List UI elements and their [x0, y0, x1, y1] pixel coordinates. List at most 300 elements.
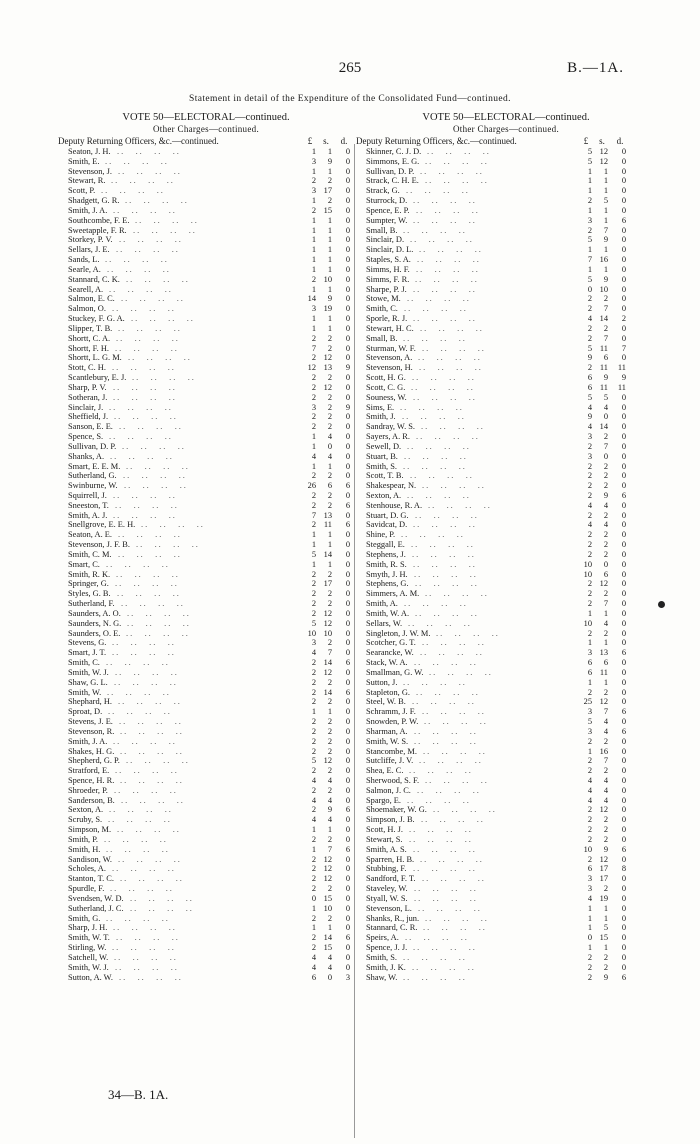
amount-pence: 0	[621, 481, 626, 491]
amount-pence: 0	[621, 186, 626, 196]
entry-name: Styles, G. B.	[68, 589, 111, 599]
entry-row	[356, 766, 656, 776]
leader-dots: .. .. .. ..	[415, 579, 479, 589]
entry-row	[58, 570, 354, 580]
entry-name: Smyth, J. H.	[366, 569, 408, 579]
entry-row	[356, 285, 656, 295]
entry-row	[58, 904, 354, 914]
amount-pence: 0	[345, 795, 350, 805]
amount-pence: 0	[345, 255, 350, 265]
amount-pence: 0	[345, 834, 350, 844]
amount-pence: 0	[621, 245, 626, 255]
entry-name: Smallman, G. W.	[366, 667, 424, 677]
entry-name: Stevenson, J. F. B.	[68, 540, 130, 550]
amount-pence: 0	[621, 353, 626, 363]
amount-shillings: 2	[603, 736, 608, 746]
leader-dots: .. .. .. ..	[400, 402, 464, 412]
amount-pounds: 4	[587, 776, 592, 785]
amount-pounds: 2	[587, 766, 592, 776]
amount-shillings: 2	[327, 569, 332, 579]
amount-pounds: 2	[311, 746, 316, 756]
leader-dots: .. .. .. ..	[412, 549, 476, 559]
entry-name: Smith, W. J.	[68, 667, 109, 677]
amount-pounds: 10	[583, 844, 592, 854]
entry-row	[58, 963, 354, 973]
entry-row	[58, 167, 354, 177]
amount-shillings: 15	[599, 933, 608, 943]
leader-dots: .. .. .. ..	[104, 834, 168, 844]
entry-row	[58, 393, 354, 403]
amount-pence: 0	[345, 589, 350, 599]
leader-dots: .. .. .. ..	[114, 412, 178, 422]
entry-row	[58, 855, 354, 865]
entry-name: Smith, S.	[366, 461, 397, 471]
amount-pounds: 6	[587, 373, 592, 383]
entry-list-right	[356, 147, 656, 982]
entry-name: Sanderson, B.	[68, 795, 115, 805]
entry-row	[356, 874, 656, 884]
amount-pounds: 2	[587, 333, 592, 343]
amount-pence: 0	[345, 756, 350, 766]
amount-pounds: 2	[587, 481, 592, 491]
entry-row	[356, 452, 656, 462]
amount-pounds: 1	[311, 323, 316, 333]
amount-shillings: 14	[599, 314, 608, 324]
amount-shillings: 19	[323, 304, 332, 314]
entry-name: Sandray, W. S.	[366, 422, 416, 432]
entry-name: Sutton, A. W.	[68, 972, 113, 982]
leader-dots: .. .. .. ..	[407, 490, 471, 500]
amount-pounds: 2	[587, 549, 592, 559]
entry-row	[58, 648, 354, 658]
amount-shillings: 5	[603, 196, 608, 206]
amount-shillings: 13	[599, 648, 608, 658]
amount-shillings: 1	[327, 235, 332, 245]
amount-pounds: 1	[587, 923, 592, 933]
amount-pounds: 1	[311, 166, 316, 176]
entry-row	[356, 324, 656, 334]
leader-dots: .. .. .. ..	[111, 176, 175, 186]
entry-name: Stephens, J.	[366, 549, 406, 559]
entry-name: Smith, J. K.	[366, 962, 406, 972]
entry-row	[356, 717, 656, 727]
leader-dots: .. .. .. ..	[113, 392, 177, 402]
entry-name: Sutherland, F.	[68, 599, 115, 609]
leader-dots: .. .. .. ..	[412, 962, 476, 972]
entry-row	[356, 226, 656, 236]
leader-dots: .. .. .. ..	[105, 156, 169, 166]
entry-name: Sutherland, J. C.	[68, 903, 124, 913]
amount-shillings: 16	[599, 746, 608, 756]
amount-pence: 0	[621, 677, 626, 687]
entry-row	[356, 304, 656, 314]
amount-pence: 0	[621, 717, 626, 727]
amount-pounds: 1	[587, 608, 592, 618]
amount-pounds: 3	[587, 432, 592, 442]
leader-dots: .. .. .. ..	[112, 304, 176, 314]
entry-row	[58, 344, 354, 354]
entry-row	[356, 973, 656, 983]
amount-shillings: 9	[603, 844, 608, 854]
leader-dots: .. .. .. ..	[433, 805, 497, 815]
leader-dots: .. .. .. ..	[413, 392, 477, 402]
amount-pounds: 12	[307, 363, 316, 373]
amount-pence: 0	[621, 874, 626, 884]
leader-dots: .. .. .. ..	[112, 363, 176, 373]
amount-pounds: 2	[587, 687, 592, 697]
amount-shillings: 7	[603, 304, 608, 314]
entry-row	[58, 884, 354, 894]
amount-shillings: 1	[327, 559, 332, 569]
entry-row	[356, 481, 656, 491]
entry-row	[356, 855, 656, 865]
amount-shillings: 6	[603, 658, 608, 668]
amount-shillings: 2	[327, 717, 332, 727]
leader-dots: .. .. .. ..	[114, 785, 178, 795]
entry-row	[58, 943, 354, 953]
amount-shillings: 2	[603, 815, 608, 825]
amount-pounds: 5	[587, 392, 592, 402]
amount-pounds: 2	[311, 805, 316, 815]
leader-dots: .. .. .. ..	[413, 314, 477, 324]
amount-shillings: 1	[603, 186, 608, 196]
entry-row	[356, 864, 656, 874]
amount-pounds: 10	[583, 559, 592, 569]
entry-row	[58, 697, 354, 707]
amount-shillings: 13	[323, 510, 332, 520]
entry-name: Shine, P.	[366, 530, 396, 540]
amount-shillings: 2	[603, 540, 608, 550]
entry-row	[58, 491, 354, 501]
entry-row	[356, 186, 656, 196]
amount-pounds: 2	[311, 520, 316, 530]
entry-name: Scholes, A.	[68, 864, 106, 874]
entry-row	[356, 176, 656, 186]
amount-pence: 0	[345, 648, 350, 658]
amount-pounds: 2	[587, 962, 592, 972]
amount-shillings: 12	[323, 667, 332, 677]
amount-shillings: 12	[599, 156, 608, 166]
amount-pounds: 2	[587, 540, 592, 550]
vote-heading-left: VOTE 50—ELECTORAL—continued.	[122, 112, 290, 123]
entry-name: Sweetapple, F. R.	[68, 225, 127, 235]
amount-pounds: 4	[311, 451, 316, 461]
entry-row	[356, 540, 656, 550]
entry-row	[58, 520, 354, 530]
leader-dots: .. .. .. ..	[425, 156, 489, 166]
amount-shillings: 1	[603, 903, 608, 913]
entry-name: Stewart, S.	[366, 834, 403, 844]
amount-pence: 0	[345, 815, 350, 825]
amount-pounds: 2	[311, 874, 316, 884]
leader-dots: .. .. .. ..	[113, 382, 177, 392]
entry-row	[58, 717, 354, 727]
entry-row	[356, 727, 656, 737]
amount-pounds: 2	[311, 736, 316, 746]
leader-dots: .. .. .. ..	[132, 373, 196, 383]
amount-pence: 0	[621, 402, 626, 412]
amount-pence: 0	[345, 156, 350, 166]
pence-header: d.	[340, 136, 348, 146]
entry-row	[356, 442, 656, 452]
entry-row	[58, 265, 354, 275]
amount-pounds: 10	[583, 569, 592, 579]
entry-row	[58, 560, 354, 570]
amount-pounds: 2	[311, 274, 316, 284]
entry-row	[356, 393, 656, 403]
leader-dots: .. .. .. ..	[114, 677, 178, 687]
entry-name: Staples, S. A.	[366, 255, 411, 265]
leader-dots: .. .. .. ..	[422, 343, 486, 353]
amount-pounds: 1	[311, 245, 316, 255]
entry-row	[356, 943, 656, 953]
amount-pounds: 1	[311, 461, 316, 471]
leader-dots: .. .. .. ..	[413, 864, 477, 874]
leader-dots: .. .. .. ..	[412, 373, 476, 383]
entry-name: Stuckey, F. G. A.	[68, 314, 125, 324]
leader-dots: .. .. .. ..	[424, 717, 488, 727]
amount-pence: 0	[345, 962, 350, 972]
amount-shillings: 7	[603, 333, 608, 343]
leader-dots: .. .. .. ..	[115, 667, 179, 677]
amount-pounds: 2	[311, 884, 316, 894]
amount-shillings: 16	[599, 255, 608, 265]
amount-shillings: 1	[327, 461, 332, 471]
entry-row	[58, 619, 354, 629]
leader-dots: .. .. .. ..	[420, 648, 484, 658]
amount-pence: 0	[621, 392, 626, 402]
amount-shillings: 2	[327, 196, 332, 206]
amount-shillings: 12	[323, 353, 332, 363]
entry-name: Shakespear, N.	[366, 481, 417, 491]
amount-shillings: 2	[327, 176, 332, 186]
amount-pence: 0	[621, 540, 626, 550]
amount-pounds: 2	[311, 579, 316, 589]
amount-shillings: 1	[603, 166, 608, 176]
amount-shillings: 17	[599, 874, 608, 884]
amount-shillings: 11	[599, 667, 608, 677]
entry-row	[356, 206, 656, 216]
entry-name: Seaton, J. H.	[68, 147, 111, 156]
amount-pence: 9	[345, 363, 350, 373]
amount-pounds: 7	[311, 343, 316, 353]
leader-dots: .. .. .. ..	[106, 913, 170, 923]
entry-row	[356, 235, 656, 245]
amount-shillings: 2	[603, 471, 608, 481]
amount-shillings: 4	[327, 776, 332, 785]
amount-pounds: 1	[311, 923, 316, 933]
entry-name: Snowden, P. W.	[366, 717, 419, 727]
amount-pence: 0	[345, 736, 350, 746]
entry-row	[356, 825, 656, 835]
entry-name: Smith, A. J.	[68, 510, 108, 520]
amount-pounds: 4	[587, 422, 592, 432]
amount-pounds: 1	[587, 746, 592, 756]
leader-dots: .. .. .. ..	[407, 294, 471, 304]
entry-name: Sotheran, J.	[68, 392, 108, 402]
amount-shillings: 4	[603, 500, 608, 510]
amount-pounds: 1	[587, 913, 592, 923]
amount-pounds: 3	[587, 451, 592, 461]
entry-row	[58, 638, 354, 648]
amount-pence: 0	[621, 854, 626, 864]
entry-row	[58, 383, 354, 393]
amount-pounds: 0	[587, 933, 592, 943]
entry-name: Saunders, O. E.	[68, 628, 121, 638]
amount-pounds: 2	[311, 176, 316, 186]
amount-pounds: 2	[311, 589, 316, 599]
page-footer: 34—B. 1A.	[108, 1087, 169, 1102]
amount-shillings: 4	[603, 717, 608, 727]
entry-name: Spence, S.	[68, 432, 104, 442]
leader-dots: .. .. .. ..	[415, 510, 479, 520]
entry-name: Sherwood, S. F.	[366, 776, 420, 785]
entry-row	[356, 894, 656, 904]
amount-pence: 0	[345, 628, 350, 638]
entry-name: Spence, H. R.	[68, 776, 115, 785]
entry-row	[58, 688, 354, 698]
amount-shillings: 14	[323, 549, 332, 559]
amount-pounds: 2	[587, 490, 592, 500]
amount-shillings: 14	[323, 933, 332, 943]
amount-pence: 0	[621, 323, 626, 333]
amount-shillings: 12	[323, 854, 332, 864]
amount-shillings: 4	[603, 785, 608, 795]
amount-shillings: 1	[327, 225, 332, 235]
amount-pence: 0	[345, 913, 350, 923]
entry-row	[58, 157, 354, 167]
amount-pence: 0	[345, 579, 350, 589]
entry-row	[356, 334, 656, 344]
amount-pence: 0	[345, 697, 350, 707]
leader-dots: .. .. .. ..	[425, 176, 489, 186]
leader-dots: .. .. .. ..	[410, 235, 474, 245]
amount-pence: 0	[621, 432, 626, 442]
amount-pence: 0	[621, 795, 626, 805]
amount-shillings: 1	[603, 264, 608, 274]
amount-shillings: 1	[603, 608, 608, 618]
entry-name: Sexton, A.	[68, 805, 104, 815]
entry-row	[356, 560, 656, 570]
entry-row	[356, 776, 656, 786]
entry-name: Simms, F. R.	[366, 274, 410, 284]
amount-shillings: 2	[603, 294, 608, 304]
entry-name: Shadgett, G. R.	[68, 196, 120, 206]
leader-dots: .. .. .. ..	[119, 422, 183, 432]
leader-dots: .. .. .. ..	[116, 333, 180, 343]
amount-pence: 6	[621, 648, 626, 658]
left-column	[58, 112, 354, 982]
amount-shillings: 5	[603, 392, 608, 402]
amount-shillings: 11	[599, 343, 608, 353]
amount-pounds: 5	[587, 156, 592, 166]
leader-dots: .. .. .. ..	[113, 205, 177, 215]
amount-shillings: 2	[327, 490, 332, 500]
amount-shillings: 10	[599, 284, 608, 294]
leader-dots: .. .. .. ..	[105, 255, 169, 265]
amount-pounds: 1	[311, 235, 316, 245]
amount-pence: 8	[621, 864, 626, 874]
amount-shillings: 0	[327, 972, 332, 982]
entry-row	[58, 412, 354, 422]
leader-dots: .. .. .. ..	[407, 441, 471, 451]
amount-shillings: 2	[327, 422, 332, 432]
entry-row	[58, 304, 354, 314]
amount-pence: 0	[621, 147, 626, 156]
entry-name: Sands, L.	[68, 255, 100, 265]
entry-row	[58, 678, 354, 688]
amount-shillings: 2	[327, 884, 332, 894]
amount-pounds: 3	[587, 874, 592, 884]
leader-dots: .. .. .. ..	[404, 451, 468, 461]
entry-name: Stephens, G.	[366, 579, 409, 589]
entry-name: Steggall, E.	[366, 540, 405, 550]
entry-name: Swinburne, W.	[68, 481, 118, 491]
entry-row	[58, 727, 354, 737]
entry-name: Storkey, P. V.	[68, 235, 113, 245]
leader-dots: .. .. .. ..	[115, 962, 179, 972]
amount-pence: 0	[345, 333, 350, 343]
amount-shillings: 2	[327, 638, 332, 648]
entry-row	[58, 245, 354, 255]
amount-pence: 0	[345, 343, 350, 353]
amount-pence: 0	[621, 264, 626, 274]
leader-dots: .. .. .. ..	[414, 658, 478, 668]
entry-row	[58, 953, 354, 963]
entry-name: Saunders, A. O.	[68, 608, 121, 618]
entry-name: Shanks, R., jun.	[366, 913, 420, 923]
entry-row	[356, 658, 656, 668]
amount-pounds: 1	[587, 186, 592, 196]
amount-pounds: 2	[311, 412, 316, 422]
amount-shillings: 2	[603, 510, 608, 520]
entry-name: Snellgrove, E. E. H.	[68, 520, 136, 530]
leader-dots: .. .. .. ..	[402, 412, 466, 422]
amount-pence: 0	[621, 618, 626, 628]
amount-pounds: 3	[587, 648, 592, 658]
entry-name: Smith, E.	[68, 156, 100, 166]
entry-name: Sewell, D.	[366, 441, 402, 451]
amount-pence: 0	[621, 608, 626, 618]
amount-shillings: 12	[599, 854, 608, 864]
entry-row	[58, 658, 354, 668]
amount-pence: 0	[345, 176, 350, 186]
entry-name: Stannard, C. R.	[366, 923, 418, 933]
amount-pounds: 1	[587, 245, 592, 255]
entry-name: Shortt, F. H.	[68, 343, 109, 353]
amount-shillings: 1	[327, 314, 332, 324]
amount-shillings: 9	[327, 294, 332, 304]
amount-pence: 0	[345, 245, 350, 255]
entry-row	[356, 196, 656, 206]
entry-row	[356, 511, 656, 521]
amount-shillings: 9	[603, 490, 608, 500]
amount-pence: 0	[621, 422, 626, 432]
section-heading-right: Deputy Returning Officers, &c.—continued.	[356, 136, 517, 146]
amount-pounds: 5	[311, 756, 316, 766]
amount-shillings: 12	[599, 805, 608, 815]
entry-name: Spargo, E.	[366, 795, 401, 805]
amount-pounds: 6	[311, 972, 316, 982]
amount-shillings: 9	[603, 235, 608, 245]
entry-name: Sullivan, D. P.	[68, 441, 117, 451]
amount-pence: 0	[621, 225, 626, 235]
amount-pounds: 2	[311, 913, 316, 923]
entry-row	[356, 147, 656, 157]
entry-row	[356, 668, 656, 678]
amount-pounds: 2	[311, 766, 316, 776]
leader-dots: .. .. .. ..	[127, 608, 191, 618]
